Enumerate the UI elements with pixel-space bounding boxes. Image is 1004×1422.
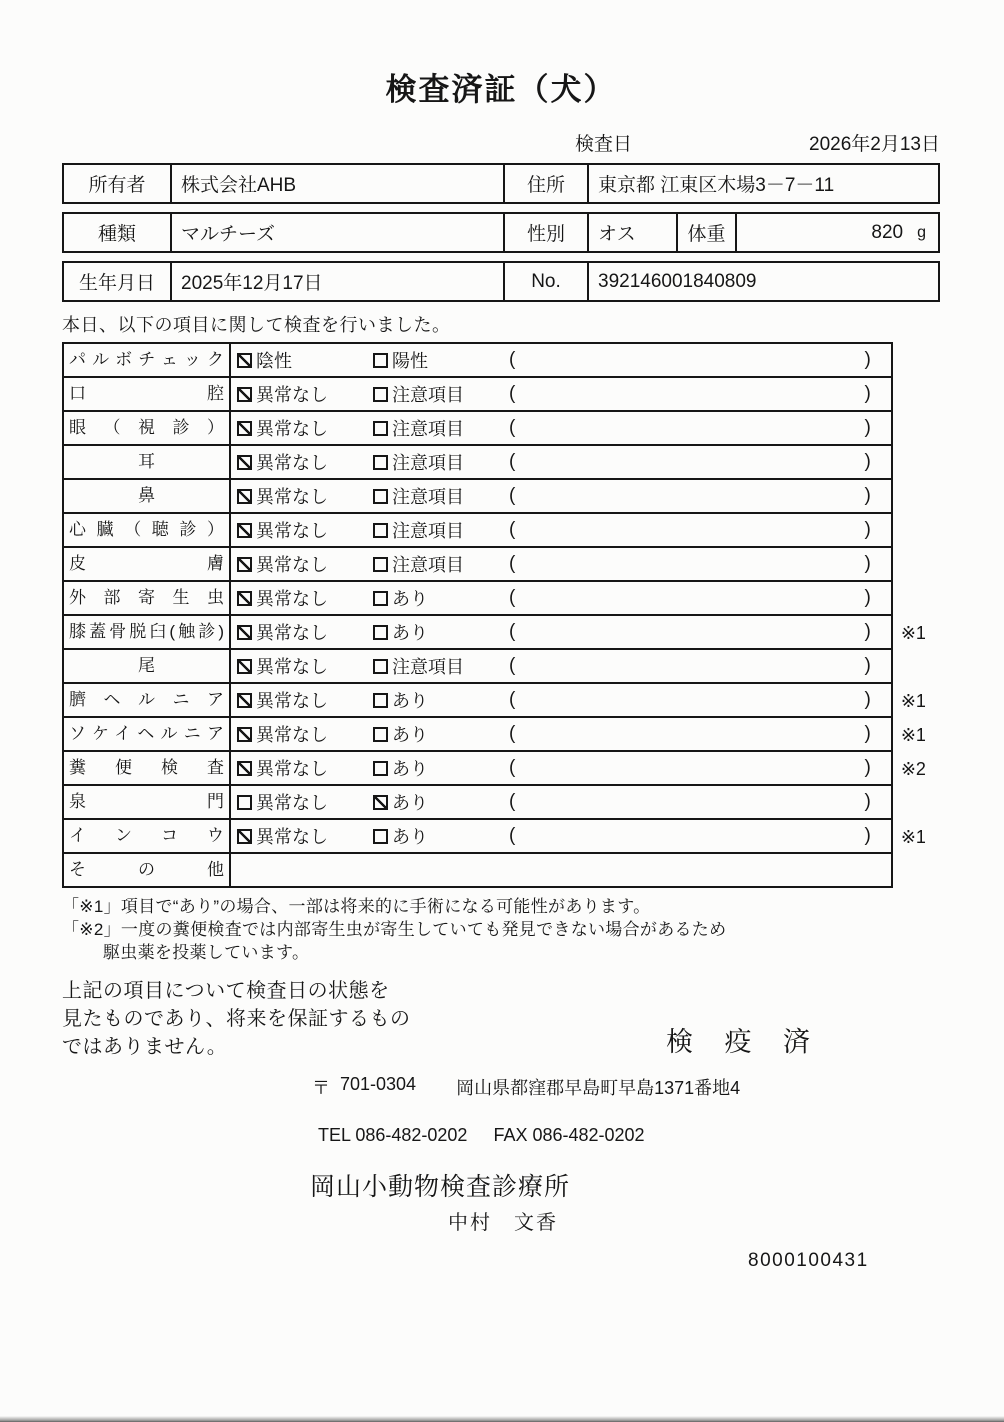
paren-close: ) [864, 349, 871, 370]
caution-checkbox[interactable] [373, 659, 388, 674]
item-label: 糞便検査 [64, 752, 231, 784]
present-checkbox[interactable] [373, 761, 388, 776]
option2-label: 注意項目 [392, 521, 464, 541]
paren-open: ( [509, 791, 516, 812]
inspection-date-label: 検査日 [575, 134, 633, 155]
sex-label: 性別 [503, 214, 587, 251]
option2-label: 注意項目 [392, 453, 464, 473]
note-mark [893, 650, 940, 684]
option1-label: 異常なし [256, 793, 328, 813]
normal-checkbox[interactable] [237, 829, 252, 844]
paren-close: ) [864, 621, 871, 642]
paren-open: ( [509, 417, 516, 438]
weight-value-cell [735, 214, 938, 251]
option1-label: 異常なし [256, 725, 328, 745]
note-mark: ※1 [900, 826, 926, 847]
inspection-date-value: 2026年2月13日 [809, 134, 940, 155]
item-label: 尾 [64, 650, 231, 682]
item-label: 眼（視診） [64, 412, 231, 444]
paren-open: ( [509, 451, 516, 472]
option1-label: 陰性 [256, 351, 292, 371]
item-label: 口腔 [64, 378, 231, 410]
note-mark: ※1 [900, 622, 926, 643]
number-label: No. [503, 263, 587, 300]
breed-value: マルチーズ [170, 214, 503, 251]
positive-checkbox[interactable] [373, 353, 388, 368]
option2-label: あり [392, 725, 428, 745]
paren-open: ( [509, 723, 516, 744]
option1-label: 異常なし [256, 453, 328, 473]
normal-checkbox[interactable] [237, 795, 252, 810]
inspection-date-row [62, 129, 940, 155]
paren-close: ) [864, 655, 871, 676]
present-checkbox[interactable] [373, 795, 388, 810]
birthdate-row [62, 261, 940, 302]
option2-label: あり [392, 827, 428, 847]
paren-open: ( [509, 655, 516, 676]
note-mark [893, 548, 940, 582]
paren-open: ( [509, 587, 516, 608]
postal-code: 701-0304 [340, 1074, 417, 1094]
other-empty-cell [231, 854, 891, 886]
clinic-name: 岡山小動物検査診療所 [310, 1173, 571, 1201]
caution-checkbox[interactable] [373, 523, 388, 538]
checklist-row-inguinal-hernia [62, 718, 940, 752]
normal-checkbox[interactable] [237, 591, 252, 606]
item-label: 心臓（聴診） [64, 514, 231, 546]
birthdate-label: 生年月日 [78, 273, 155, 294]
note-mark [893, 480, 940, 514]
clinic-fax: FAX 086-482-0202 [493, 1125, 645, 1145]
option2-label: あり [392, 691, 428, 711]
paren-close: ) [864, 451, 871, 472]
paren-close: ) [864, 519, 871, 540]
paren-close: ) [864, 485, 871, 506]
weight-unit: g [917, 223, 926, 241]
checklist-row-fontanelle [62, 786, 940, 820]
note-mark: ※1 [900, 690, 926, 711]
clinic-postal-line [312, 1074, 940, 1100]
option2-label: 陽性 [392, 351, 428, 371]
option1-label: 異常なし [256, 759, 328, 779]
paren-close: ) [864, 383, 871, 404]
paren-open: ( [509, 757, 516, 778]
clinic-address: 岡山県都窪郡早島町早島1371番地4 [456, 1078, 741, 1098]
option2-label: あり [392, 623, 428, 643]
disclaimer-section [62, 977, 940, 1061]
checklist-row-parvo [62, 342, 940, 378]
note-mark [893, 854, 940, 888]
caution-checkbox[interactable] [373, 455, 388, 470]
note-mark [893, 786, 940, 820]
present-checkbox[interactable] [373, 829, 388, 844]
item-label: 泉門 [64, 786, 231, 818]
item-label: 外部寄生虫 [64, 582, 231, 614]
paren-close: ) [864, 791, 871, 812]
paren-open: ( [509, 825, 516, 846]
checklist-row-eyes [62, 412, 940, 446]
address-label: 住所 [503, 165, 587, 202]
birthdate-value: 2025年12月17日 [170, 263, 503, 300]
option2-label: 注意項目 [392, 657, 464, 677]
paren-open: ( [509, 349, 516, 370]
postal-mark: 〒 [312, 1078, 330, 1098]
checklist-row-heart [62, 514, 940, 548]
paren-open: ( [509, 519, 516, 540]
checklist-row-fecal-exam [62, 752, 940, 786]
option1-label: 異常なし [256, 657, 328, 677]
caution-checkbox[interactable] [373, 557, 388, 572]
paren-close: ) [864, 757, 871, 778]
footnote-2-line2: 駆虫薬を投薬しています。 [103, 943, 310, 962]
note-mark [893, 446, 940, 480]
note-mark [893, 514, 940, 548]
normal-checkbox[interactable] [237, 659, 252, 674]
item-label: ソケイヘルニア [64, 718, 231, 750]
option1-label: 異常なし [256, 385, 328, 405]
note-mark [893, 412, 940, 446]
footnote-2-line1: 「※2」一度の糞便検査では内部寄生虫が寄生していても発見できない場合があるため [62, 920, 727, 939]
item-label: インコウ [64, 820, 231, 852]
negative-checkbox[interactable] [237, 353, 252, 368]
paren-open: ( [509, 383, 516, 404]
checklist-row-skin [62, 548, 940, 582]
option1-label: 異常なし [256, 487, 328, 507]
caution-checkbox[interactable] [373, 489, 388, 504]
normal-checkbox[interactable] [237, 387, 252, 402]
disclaimer-line1: 上記の項目について検査日の状態を [62, 980, 390, 1002]
clinic-tel: TEL 086-482-0202 [318, 1125, 468, 1145]
weight-label: 体重 [676, 214, 735, 251]
disclaimer-line2: 見たものであり、将来を保証するもの [62, 1008, 411, 1030]
normal-checkbox[interactable] [237, 761, 252, 776]
option1-label: 異常なし [256, 691, 328, 711]
footnotes [62, 895, 940, 964]
option1-label: 異常なし [256, 419, 328, 439]
address-value: 東京都 江東区木場3－7－11 [587, 165, 938, 202]
normal-checkbox[interactable] [237, 727, 252, 742]
item-label: 皮膚 [64, 548, 231, 580]
note-mark [893, 378, 940, 412]
item-label: 鼻 [64, 480, 231, 512]
normal-checkbox[interactable] [237, 421, 252, 436]
checklist-row-inkou [62, 820, 940, 854]
checklist-row-external-parasites [62, 582, 940, 616]
paren-close: ) [864, 587, 871, 608]
normal-checkbox[interactable] [237, 625, 252, 640]
quarantine-stamp: 検 疫 済 [665, 1027, 822, 1057]
note-mark: ※2 [900, 758, 926, 779]
owner-label: 所有者 [88, 175, 146, 196]
breed-label: 種類 [97, 224, 136, 245]
checklist-row-nose [62, 480, 940, 514]
weight-value: 820 [871, 221, 904, 243]
caution-checkbox[interactable] [373, 387, 388, 402]
item-label: 耳 [64, 446, 231, 478]
owner-row [62, 163, 940, 204]
option1-label: 異常なし [256, 827, 328, 847]
signer-name: 中村 文香 [448, 1212, 558, 1234]
present-checkbox[interactable] [373, 625, 388, 640]
paren-close: ) [864, 417, 871, 438]
checklist-row-mouth [62, 378, 940, 412]
present-checkbox[interactable] [373, 693, 388, 708]
normal-checkbox[interactable] [237, 455, 252, 470]
note-mark [893, 342, 940, 378]
item-label: パルボチェック [64, 344, 231, 376]
item-label: その他 [64, 854, 231, 886]
normal-checkbox[interactable] [237, 557, 252, 572]
checklist-row-patella [62, 616, 940, 650]
checklist-table [62, 342, 940, 888]
sex-value: オス [587, 214, 676, 251]
breed-row [62, 212, 940, 253]
option2-label: 注意項目 [392, 555, 464, 575]
option2-label: あり [392, 793, 428, 813]
caution-checkbox[interactable] [373, 421, 388, 436]
normal-checkbox[interactable] [237, 693, 252, 708]
normal-checkbox[interactable] [237, 489, 252, 504]
checklist-row-other [62, 854, 940, 888]
serial-number: 8000100431 [748, 1250, 869, 1271]
option1-label: 異常なし [256, 623, 328, 643]
paren-open: ( [509, 689, 516, 710]
number-value: 392146001840809 [587, 263, 938, 300]
intro-text: 本日、以下の項目に関して検査を行いました。 [62, 315, 451, 335]
option2-label: あり [392, 589, 428, 609]
option2-label: 注意項目 [392, 385, 464, 405]
present-checkbox[interactable] [373, 727, 388, 742]
paren-open: ( [509, 621, 516, 642]
note-mark [893, 582, 940, 616]
paren-close: ) [864, 553, 871, 574]
option2-label: 注意項目 [392, 487, 464, 507]
page-title: 検査済証（犬） [385, 72, 617, 107]
paren-close: ) [864, 689, 871, 710]
normal-checkbox[interactable] [237, 523, 252, 538]
disclaimer-line3: ではありません。 [62, 1036, 228, 1058]
paren-close: ) [864, 825, 871, 846]
option2-label: あり [392, 759, 428, 779]
option2-label: 注意項目 [392, 419, 464, 439]
item-label: 膝蓋骨脱臼(触診) [64, 616, 231, 648]
checklist-row-ears [62, 446, 940, 480]
clinic-phone-line [318, 1125, 940, 1146]
paren-close: ) [864, 723, 871, 744]
option1-label: 異常なし [256, 555, 328, 575]
paren-open: ( [509, 485, 516, 506]
checklist-row-tail [62, 650, 940, 684]
option1-label: 異常なし [256, 521, 328, 541]
checklist-row-umbilical-hernia [62, 684, 940, 718]
item-label: 臍ヘルニア [64, 684, 231, 716]
option1-label: 異常なし [256, 589, 328, 609]
scan-bottom-edge [0, 1416, 1004, 1422]
note-mark: ※1 [900, 724, 926, 745]
paren-open: ( [509, 553, 516, 574]
owner-value: 株式会社AHB [170, 165, 503, 202]
footnote-1: 「※1」項目で“あり”の場合、一部は将来的に手術になる可能性があります。 [62, 897, 651, 916]
present-checkbox[interactable] [373, 591, 388, 606]
